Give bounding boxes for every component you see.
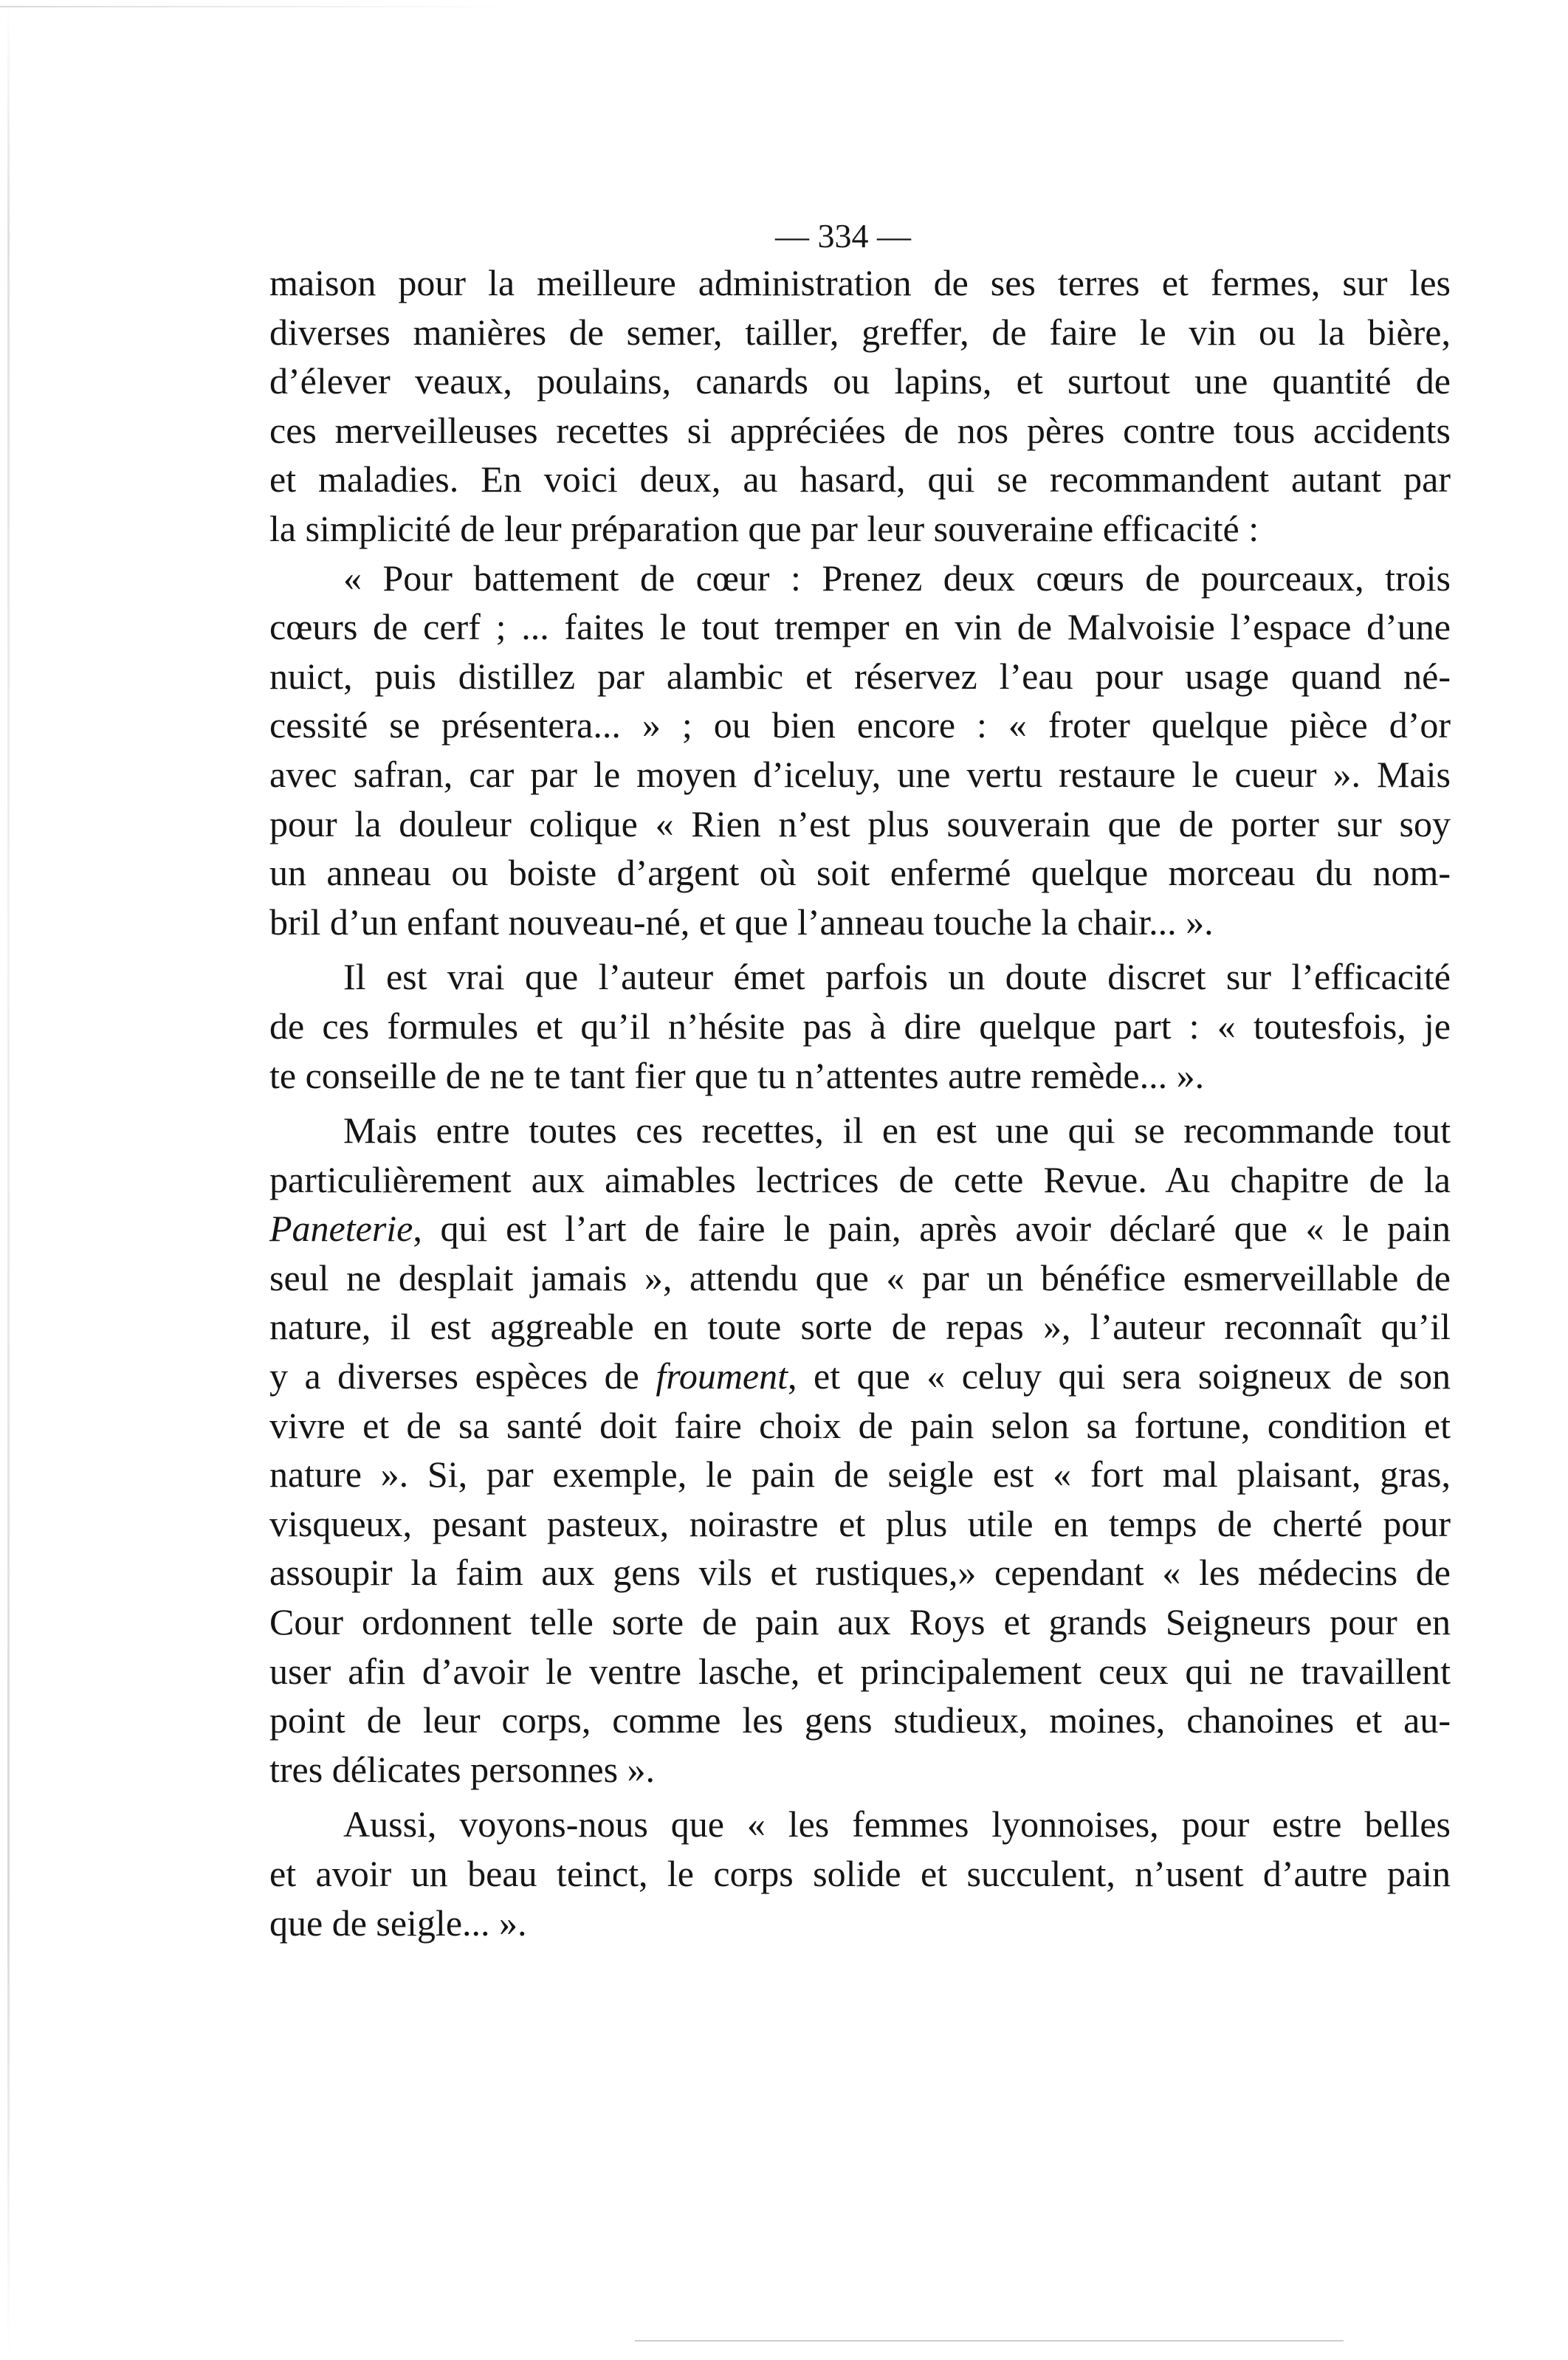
text-line: te conseille de ne te tant fier que tu n’attentes autre remède... ». [269,1054,1205,1096]
text-line: seul ne desplait jamais », attendu que « par un bénéfice esmerveillable de [269,1256,1451,1298]
text-line: de ces formules et qu’il n’hésite pas à dire quelque part : « toutesfois, je [269,1005,1451,1047]
scan-left-edge [7,0,10,2360]
italic-term: Paneterie [269,1208,413,1250]
text-line: cessité se présentera... » ; ou bien encore : « froter quelque pièce d’or [269,704,1451,746]
text-line: assoupir la faim aux gens vils et rustiques,» cependant « les médecins de [269,1552,1451,1594]
text-line: bril d’un enfant nouveau-né, et que l’anneau touche la chair... ». [269,901,1214,943]
text-line: que de seigle... ». [269,1902,527,1944]
text-line: point de leur corps, comme les gens studieux, moines, chanoines et au- [269,1699,1451,1741]
text-line: nuict, puis distillez par alambic et réservez l’eau pour usage quand né- [269,655,1451,697]
text-line: vivre et de sa santé doit faire choix de pain selon sa fortune, condition et [269,1404,1451,1446]
text-line: la simplicité de leur préparation que par leur souveraine efficacité : [269,507,1259,549]
text-line: un anneau ou boiste d’argent où soit enfermé quelque morceau du nom- [269,852,1451,894]
text-line: Paneterie, qui est l’art de faire le pain, après avoir déclaré que « le pain [269,1208,1451,1250]
text-line: diverses manières de semer, tailler, greffer, de faire le vin ou la bière, [269,311,1451,353]
text-line: visqueux, pesant pasteux, noirastre et plus utile en temps de cherté pour [269,1502,1451,1544]
text-line: et avoir un beau teinct, le corps solide et succulent, n’usent d’autre pain [269,1853,1451,1894]
text-line: nature ». Si, par exemple, le pain de seigle est « fort mal plaisant, gras, [269,1454,1451,1496]
text-line: Il est vrai que l’auteur émet parfois un doute discret sur l’efficacité [343,956,1451,998]
text-line: tres délicates personnes ». [269,1748,656,1790]
text-line: nature, il est aggreable en toute sorte de repas », l’auteur reconnaît qu’il [269,1306,1451,1348]
page-number: — 334 — [775,217,911,255]
body-text [269,258,1451,1947]
scan-top-mark [0,6,517,7]
text-line: particulièrement aux aimables lectrices de cette Revue. Au chapitre de la [269,1158,1451,1200]
text-line: maison pour la meilleure administration de ses terres et fermes, sur les [269,262,1451,303]
italic-term: froument [656,1355,788,1397]
text-line: ces merveilleuses recettes si appréciées de nos pères contre tous accidents [269,409,1451,451]
text-line: Cour ordonnent telle sorte de pain aux Roys et grands Seigneurs pour en [269,1601,1451,1643]
text-line: cœurs de cerf ; ... faites le tout tremper en vin de Malvoisie l’espace d’une [269,606,1451,648]
text-line: y a diverses espèces de froument, et que « celuy qui sera soigneux de son [269,1355,1451,1397]
text-line: Aussi, voyons-nous que « les femmes lyonnoises, pour estre belles [343,1803,1451,1845]
text-line: user afin d’avoir le ventre lasche, et principalement ceux qui ne travaillent [269,1650,1451,1692]
text-line: avec safran, car par le moyen d’iceluy, une vertu restaure le cueur ». Mais [269,753,1451,795]
text-line: d’élever veaux, poulains, canards ou lapins, et surtout une quantité de [269,360,1451,402]
text-line: Mais entre toutes ces recettes, il en est une qui se recommande tout [343,1110,1451,1152]
text-line: pour la douleur colique « Rien n’est plus souverain que de porter sur soy [269,802,1451,844]
text-line: « Pour battement de cœur : Prenez deux cœurs de pourceaux, trois [343,557,1451,599]
scan-bottom-rule [635,2340,1344,2342]
text-line: et maladies. En voici deux, au hasard, qui se recommandent autant par [269,458,1451,500]
